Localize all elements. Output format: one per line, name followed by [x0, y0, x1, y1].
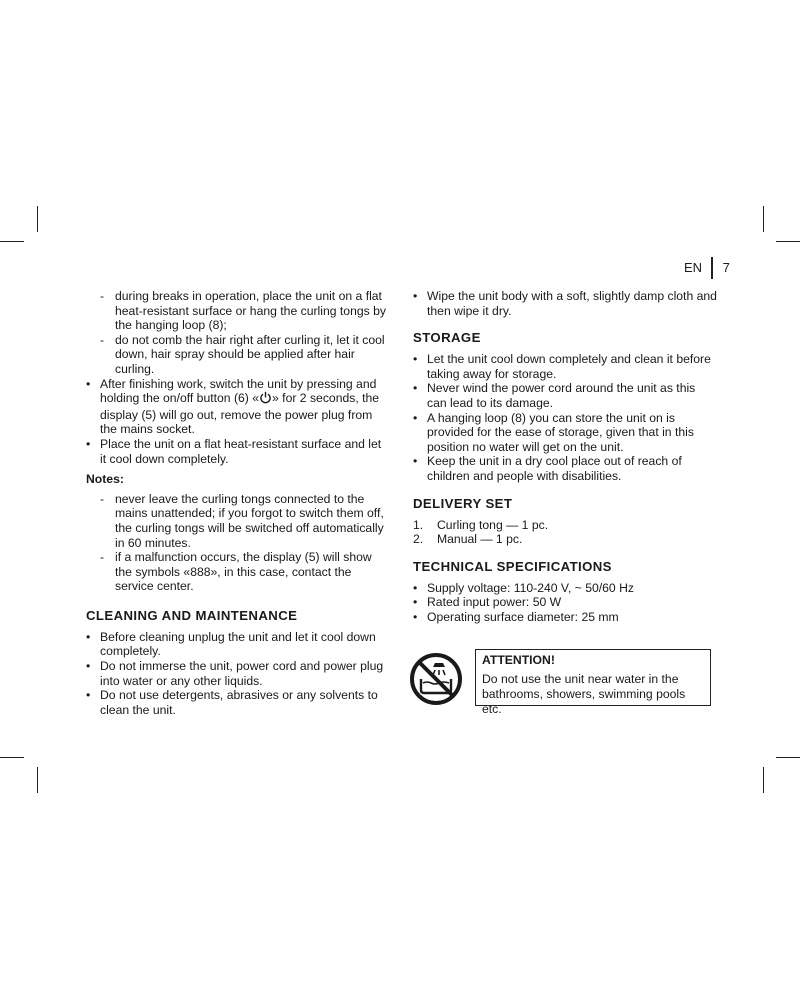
attention-box: [475, 649, 711, 716]
list-item: - if a malfunction occurs, the display (5) will show the symbols «888», in this case, contact the service center.: [100, 550, 388, 594]
list-item: • Keep the unit in a dry cool place out of reach of children and people with disabilities.: [413, 454, 718, 483]
list-item: • Never wind the power cord around the unit as this can lead to its damage.: [413, 381, 718, 410]
finish-text-end: » for 2 seconds, the display (5) will go out, remove the power plug from the mains socket.: [100, 391, 380, 437]
attention-block: [409, 649, 715, 716]
item-number: 2.: [413, 532, 424, 547]
cleaning-list: [86, 630, 388, 718]
language-code: EN: [684, 259, 703, 275]
no-water-warning-icon: [409, 652, 463, 706]
list-item: • Do not use detergents, abrasives or any solvents to clean the unit.: [86, 688, 388, 717]
cleaning-heading: CLEANING AND MAINTENANCE: [86, 607, 298, 623]
list-item: • Rated input power: 50 W: [413, 595, 718, 610]
list-item: • Before cleaning unplug the unit and let it cool down completely.: [86, 630, 388, 659]
finish-text-start: After finishing work, switch the unit by pressing and holding the on/off button (6) «: [100, 376, 377, 406]
list-item: • Supply voltage: 110-240 V, ~ 50/60 Hz: [413, 581, 718, 596]
list-item: • Place the unit on a flat heat-resistant surface and let it cool down completely.: [86, 437, 388, 466]
crop-mark: [37, 206, 38, 232]
attention-text: Do not use the unit near water in the bathrooms, showers, swimming pools etc.: [482, 672, 686, 716]
page-number: 7: [722, 259, 730, 275]
list-item: • Do not immerse the unit, power cord and power plug into water or any other liquids.: [86, 659, 388, 688]
crop-mark: [0, 757, 24, 758]
delivery-list: [413, 518, 718, 547]
list-item: • Wipe the unit body with a soft, slightly damp cloth and then wipe it dry.: [413, 289, 718, 318]
crop-mark: [763, 206, 764, 232]
cleaning-continued-list: [413, 289, 718, 318]
list-item: [413, 518, 718, 533]
delivery-heading: DELIVERY SET: [413, 495, 513, 511]
item-text: Curling tong — 1 pc.: [437, 517, 549, 532]
page-header: [684, 258, 730, 278]
list-item: - during breaks in operation, place the unit on a flat heat-resistant surface or hang the curling tongs by the hanging loop (8);: [100, 289, 388, 333]
specs-heading: TECHNICAL SPECIFICATIONS: [413, 558, 612, 574]
specs-list: [413, 581, 718, 625]
list-item-finish-work: [86, 377, 388, 437]
attention-title: ATTENTION!: [482, 653, 555, 667]
list-item: - never leave the curling tongs connected to the mains unattended; if you forgot to switch them off, the curling tongs will be switched off automatically in 60 minutes.: [100, 492, 388, 550]
list-item: • A hanging loop (8) you can store the unit on is provided for the ease of storage, given that in this position no water will get on the unit.: [413, 411, 718, 455]
header-divider: [711, 257, 713, 279]
storage-heading: STORAGE: [413, 330, 481, 346]
right-column: [413, 289, 718, 625]
storage-list: [413, 352, 718, 483]
list-item: [413, 532, 718, 547]
left-column: [86, 289, 388, 717]
notes-list: [86, 492, 388, 594]
list-item: - do not comb the hair right after curling it, let it cool down, hair spray should be applied after hair curling.: [100, 333, 388, 377]
crop-mark: [0, 241, 24, 242]
operation-list: [86, 377, 388, 467]
crop-mark: [37, 767, 38, 793]
item-number: 1.: [413, 517, 424, 532]
list-item: • Let the unit cool down completely and clean it before taking away for storage.: [413, 352, 718, 381]
notes-label: Notes:: [86, 472, 124, 487]
list-item: • Operating surface diameter: 25 mm: [413, 610, 718, 625]
crop-mark: [776, 757, 800, 758]
power-icon: [259, 391, 272, 408]
crop-mark: [763, 767, 764, 793]
operation-sublist: [86, 289, 388, 377]
item-text: Manual — 1 pc.: [437, 532, 523, 547]
crop-mark: [776, 241, 800, 242]
